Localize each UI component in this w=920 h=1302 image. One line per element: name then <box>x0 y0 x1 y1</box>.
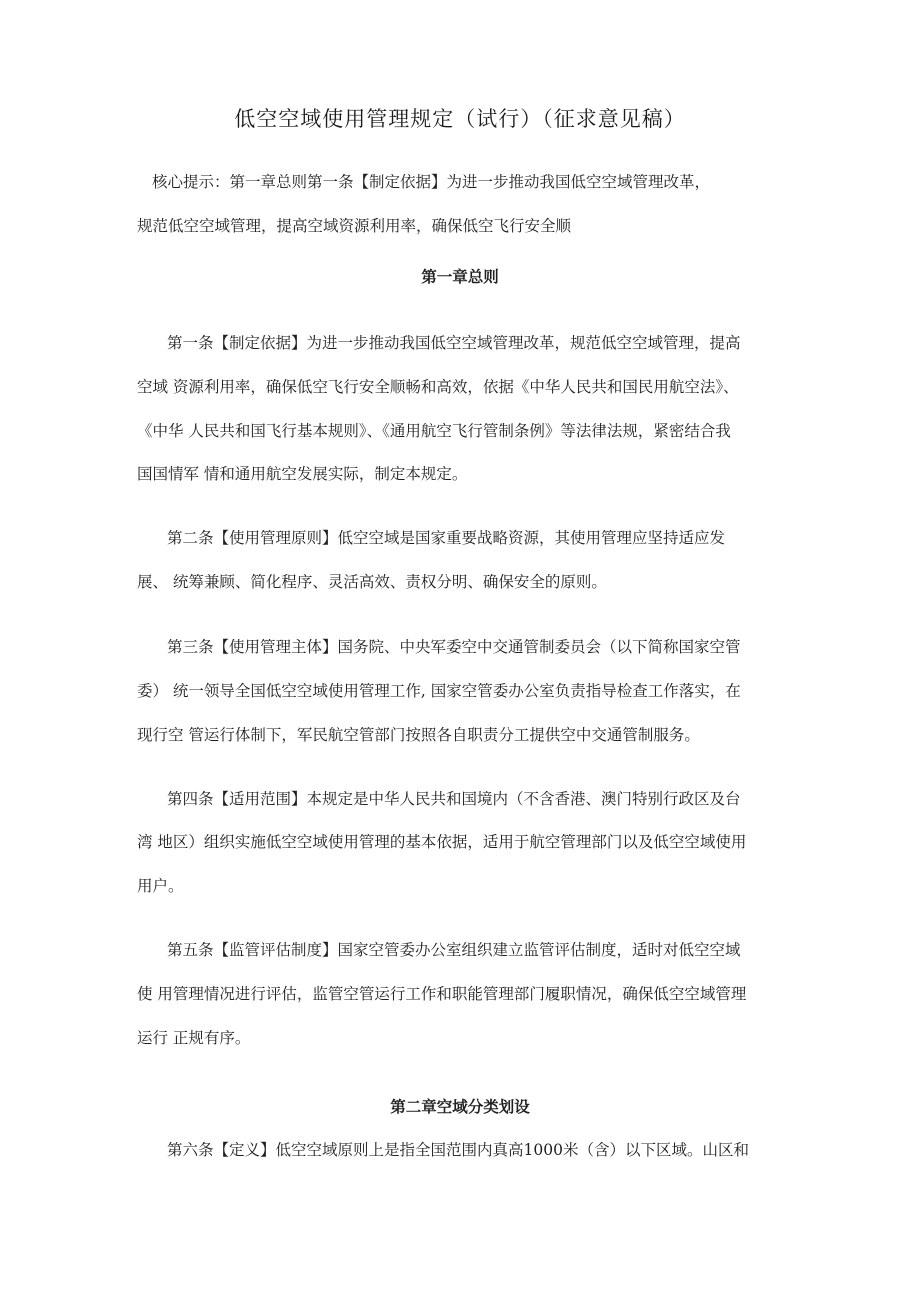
article-1-line-1: 第一条【制定依据】为进一步推动我国低空空域管理改革，规范低空空域管理，提高 <box>167 334 741 352</box>
summary-line-2: 规范低空空域管理，提高空域资源利用率，确保低空飞行安全顺 <box>137 217 572 235</box>
article-5-line-2: 使 用管理情况进行评估，监管空管运行工作和职能管理部门履职情况，确保低空空域管理 <box>137 985 747 1003</box>
article-1-line-2: 空域 资源利用率，确保低空飞行安全顺畅和高效，依据《中华人民共和国民用航空法》、 <box>137 378 739 396</box>
article-3-line-1: 第三条【使用管理主体】国务院、中央军委空中交通管制委员会（以下简称国家空管 <box>167 638 741 656</box>
document-title: 低空空域使用管理规定（试行）（征求意见稿） <box>234 107 686 131</box>
chapter-2-heading: 第二章空域分类划设 <box>390 1097 530 1116</box>
article-4-line-3: 用户。 <box>137 877 184 895</box>
summary-line-1: 核心提示：第一章总则第一条【制定依据】为进一步推动我国低空空域管理改革， <box>152 173 711 191</box>
article-1-line-4: 国国情军 情和通用航空发展实际，制定本规定。 <box>137 465 468 483</box>
article-2-line-2: 展、 统筹兼顾、简化程序、灵活高效、责权分明、确保安全的原则。 <box>137 573 607 591</box>
article-4-line-2: 湾 地区）组织实施低空空域使用管理的基本依据，适用于航空管理部门以及低空空域使用 <box>137 833 747 851</box>
article-1-line-3: 《中华 人民共和国飞行基本规则》、《通用航空飞行管制条例》等法律法规，紧密结合我 <box>137 422 731 440</box>
article-2-line-1: 第二条【使用管理原则】低空空域是国家重要战略资源，其使用管理应坚持适应发 <box>167 529 726 547</box>
article-4-line-1: 第四条【适用范围】本规定是中华人民共和国境内（不含香港、澳门特别行政区及台 <box>167 790 741 808</box>
article-6-line-1: 第六条【定义】低空空域原则上是指全国范围内真高1000米（含）以下区域。山区和 <box>167 1141 749 1159</box>
article-5-line-3: 运行 正规有序。 <box>137 1029 251 1047</box>
article-3-line-2: 委） 统一领导全国低空空域使用管理工作, 国家空管委办公室负责指导检查工作落实，在 <box>137 682 741 700</box>
article-5-line-1: 第五条【监管评估制度】国家空管委办公室组织建立监管评估制度，适时对低空空域 <box>167 941 741 959</box>
chapter-1-heading: 第一章总则 <box>421 267 499 286</box>
article-3-line-3: 现行空 管运行体制下，军民航空管部门按照各自职责分工提供空中交通管制服务。 <box>137 726 700 744</box>
